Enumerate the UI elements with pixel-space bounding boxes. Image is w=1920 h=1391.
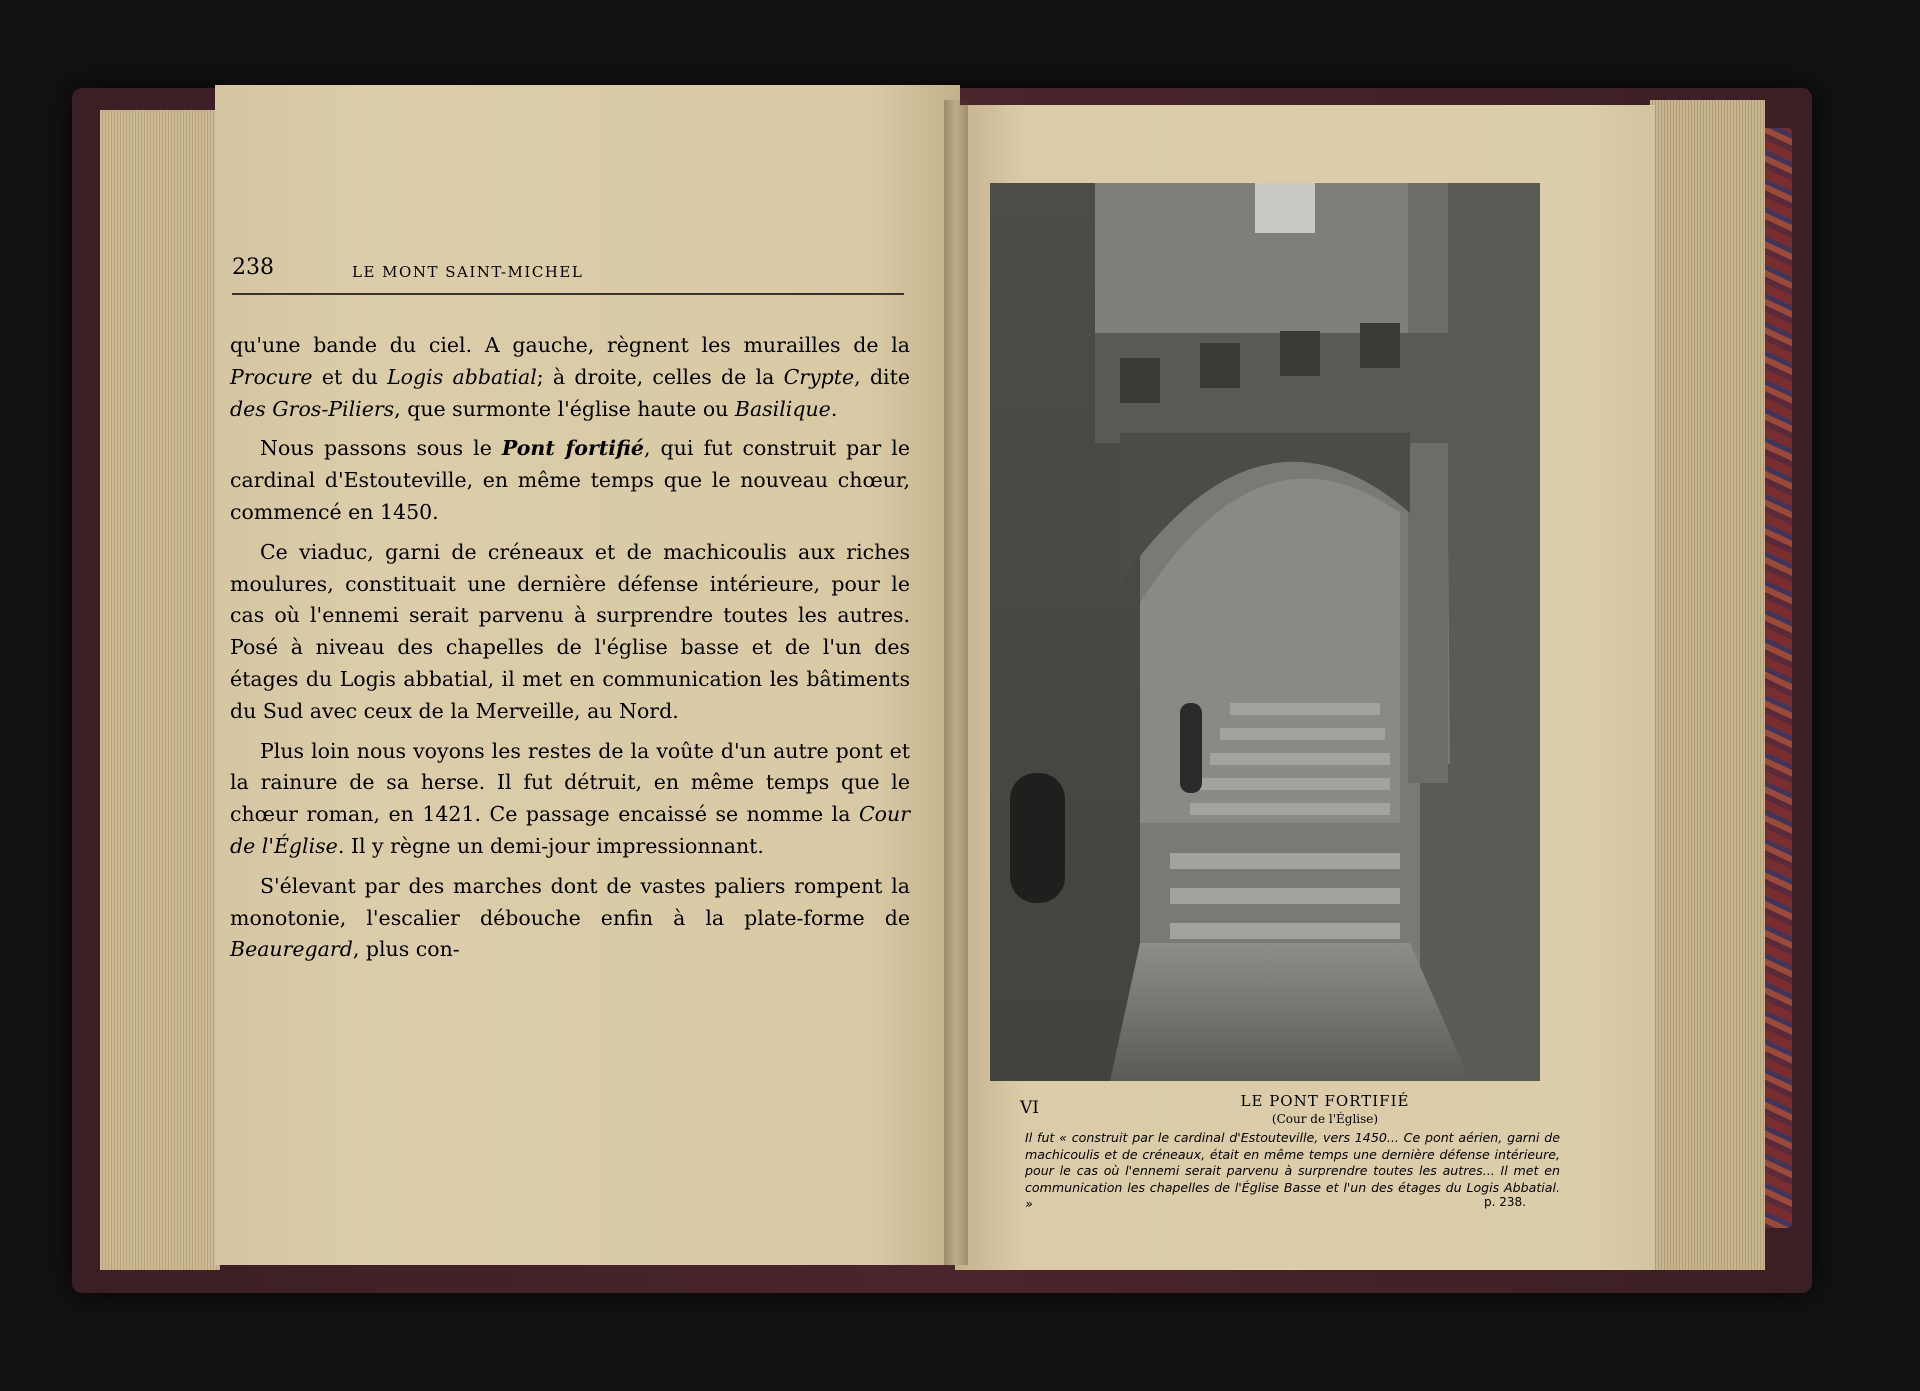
book-gutter: [944, 100, 968, 1265]
text-segment: , plus con-: [352, 937, 460, 962]
text-segment: , dite: [854, 364, 910, 389]
page-edges-left: [100, 110, 220, 1270]
text-segment: et du: [312, 364, 388, 389]
text-segment: , que surmonte l'église haute ou: [394, 396, 735, 421]
text-segment: Pont fortifié: [501, 436, 644, 461]
plate-caption: Il fut « construit par le cardinal d'Estouteville, vers 1450... Ce pont aérien, garni de machicoulis et de créneaux, était en même temps une dernière défense intérieure, pour le cas où l'ennemi serait parvenu à surprendre toutes les autres... Il met en communication les chapelles de l'Église Basse et l'un des étages du Logis Abbatial. »: [1025, 1130, 1560, 1212]
paragraph: [230, 330, 910, 425]
page-reference: p. 238.: [1484, 1195, 1526, 1209]
text-segment: .: [830, 396, 838, 421]
text-segment: Ce viaduc, garni de créneaux et de machicoulis aux riches moulures, constituait une dernière défense intérieure, pour le cas où l'ennemi serait parvenu à surprendre toutes les autres. Posé à niveau des chapelles de l'église basse et de l'un des étages du Logis abbatial, il met en communication les bâtiments du Sud avec ceux de la Merveille, au Nord.: [230, 539, 910, 723]
plate-title: LE PONT FORTIFIÉ: [1240, 1092, 1410, 1110]
plate-number: VI: [1020, 1098, 1039, 1118]
text-segment: des Gros-Piliers: [230, 396, 395, 421]
text-segment: Crypte: [783, 364, 855, 389]
running-title: LE MONT SAINT-MICHEL: [352, 263, 584, 281]
page-edges-right: [1650, 100, 1765, 1270]
text-segment: Logis abbatial: [387, 364, 537, 389]
plate-photograph: [990, 183, 1540, 1081]
text-segment: ; à droite, celles de la: [536, 364, 784, 389]
running-head: [232, 255, 904, 295]
text-segment: Procure: [230, 364, 313, 389]
paragraph: [230, 736, 910, 863]
text-segment: , qui fut construit par le cardinal d'Estouteville, en même temps que le nouveau chœur, commencé en 1450.: [230, 436, 911, 524]
paragraph: [230, 537, 910, 728]
text-segment: Cour de l'Église: [230, 802, 910, 858]
text-segment: S'élevant par des marches dont de vastes paliers rompent la monotonie, l'escalier débouche enfin à la plate-forme de: [230, 873, 910, 930]
text-segment: . Il y règne un demi-jour impressionnant.: [337, 833, 764, 858]
paragraph: [230, 871, 910, 966]
text-segment: Basilique: [734, 396, 831, 421]
plate-subtitle: (Cour de l'Église): [1271, 1112, 1379, 1126]
text-segment: Beauregard: [230, 937, 353, 962]
paragraph: [230, 433, 910, 528]
text-segment: Plus loin nous voyons les restes de la voûte d'un autre pont et la rainure de sa herse. Il fut détruit, en même temps que le chœur roman, en 1421. Ce passage encaissé se nomme la: [230, 738, 910, 827]
page-number: 238: [232, 255, 274, 280]
header-rule: [232, 293, 904, 295]
body-text: [230, 330, 910, 966]
text-segment: Nous passons sous le: [260, 436, 502, 461]
text-segment: qu'une bande du ciel. A gauche, règnent les murailles de la: [230, 333, 910, 357]
